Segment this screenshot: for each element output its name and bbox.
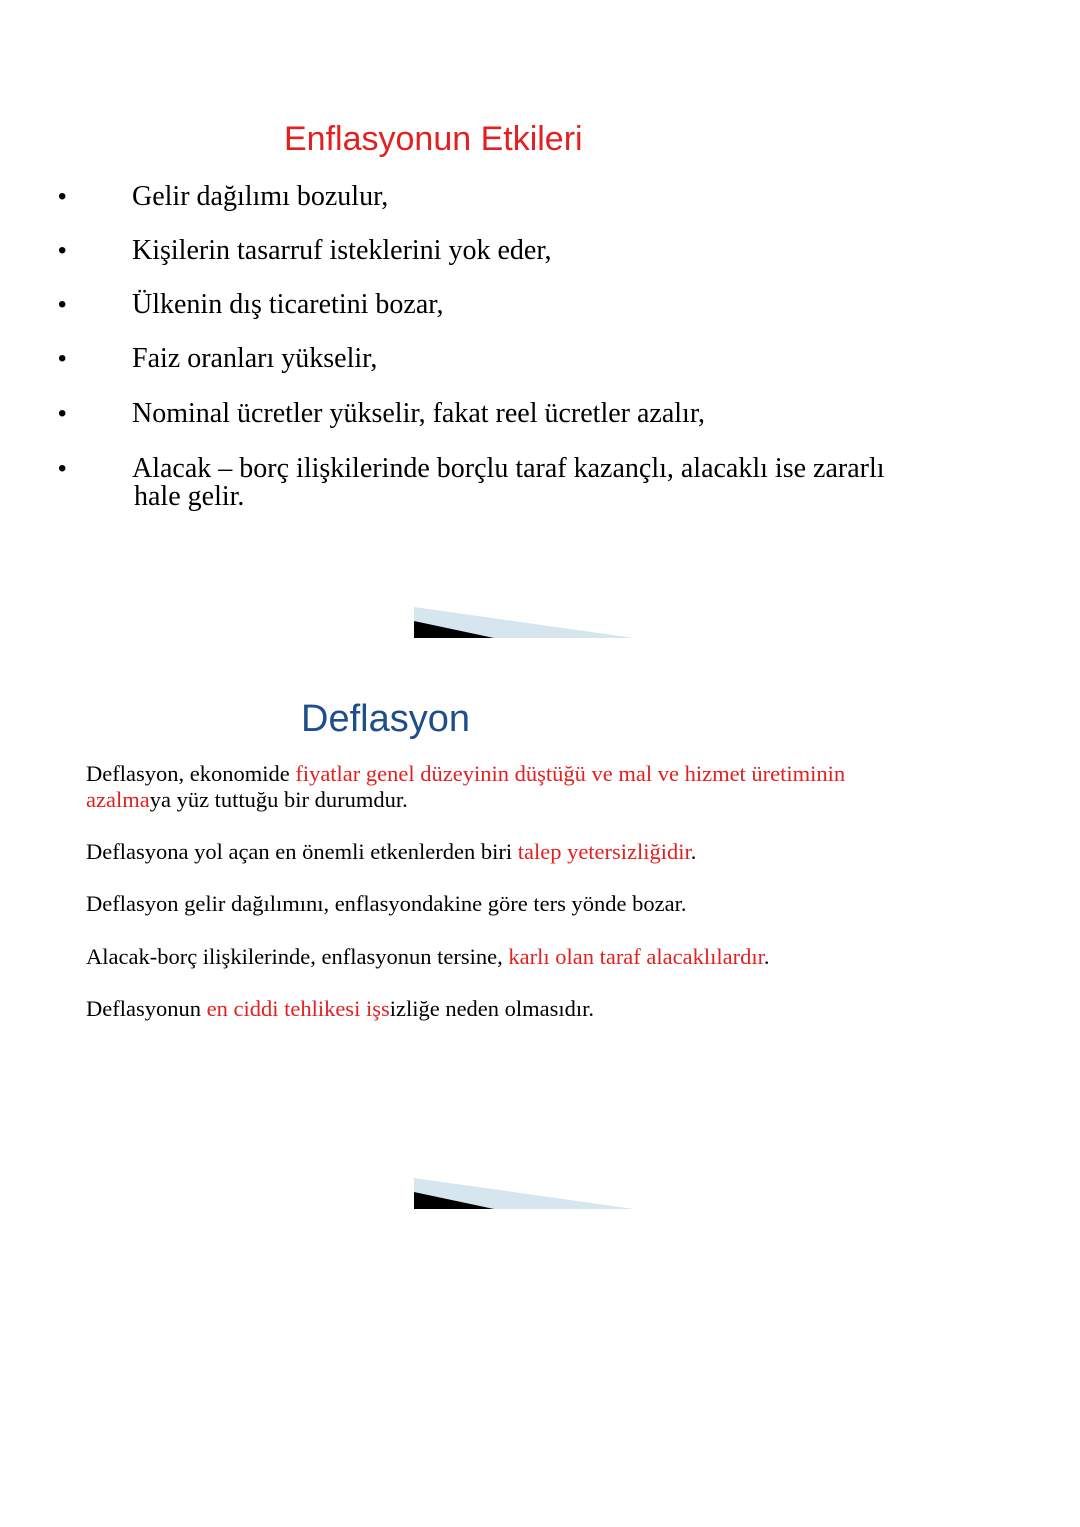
bullet-icon: • bbox=[58, 291, 67, 318]
highlighted-text: azalma bbox=[86, 787, 150, 812]
highlighted-text: karlı olan taraf alacaklılardır bbox=[508, 944, 764, 969]
list-item-text: Gelir dağılımı bozulur, bbox=[132, 181, 389, 212]
text: . bbox=[763, 944, 770, 969]
bullet-icon: • bbox=[58, 455, 67, 482]
text: izliğe neden olmasıdır. bbox=[389, 996, 595, 1021]
list-item-text-line1: Alacak – borç ilişkilerinde borçlu taraf kazançlı, alacaklı ise zararlı bbox=[132, 453, 885, 484]
paragraph-deflasyon-danger bbox=[86, 996, 986, 1022]
highlighted-text: fiyatlar genel düzeyinin düştüğü ve mal ve hizmet üretiminin bbox=[295, 761, 846, 786]
text: Deflasyonun bbox=[86, 996, 207, 1021]
text: . bbox=[690, 839, 697, 864]
list-item-text: Kişilerin tasarruf isteklerini yok eder, bbox=[132, 235, 552, 266]
bullet-icon: • bbox=[58, 400, 67, 427]
list-item-text: Ülkenin dış ticaretini bozar, bbox=[132, 289, 444, 320]
section-title-deflasyon: Deflasyon bbox=[301, 698, 470, 740]
slide-divider bbox=[414, 607, 634, 639]
list-item-text: Nominal ücretler yükselir, fakat reel ücretler azalır, bbox=[132, 398, 706, 429]
section-title-enflasyon-etkileri: Enflasyonun Etkileri bbox=[284, 120, 583, 158]
list-item-text bbox=[132, 455, 952, 511]
slide-divider bbox=[414, 1178, 634, 1210]
paragraph-deflasyon-debt bbox=[86, 944, 986, 970]
paragraph-deflasyon-definition bbox=[86, 761, 986, 813]
bullet-icon: • bbox=[58, 345, 67, 372]
text: Alacak-borç ilişkilerinde, enflasyonun tersine, bbox=[86, 944, 509, 969]
list-item-text-line2: hale gelir. bbox=[134, 481, 245, 512]
bullet-icon: • bbox=[58, 237, 67, 264]
highlighted-text: en ciddi tehlikesi işs bbox=[206, 996, 390, 1021]
text: Deflasyon, ekonomide bbox=[86, 761, 296, 786]
highlighted-text: talep yetersizliğidir bbox=[517, 839, 691, 864]
bullet-icon: • bbox=[58, 183, 67, 210]
text: ya yüz tuttuğu bir durumdur. bbox=[149, 787, 408, 812]
paragraph-deflasyon-income: Deflasyon gelir dağılımını, enflasyondakine göre ters yönde bozar. bbox=[86, 891, 687, 916]
list-item-text: Faiz oranları yükselir, bbox=[132, 343, 378, 374]
paragraph-deflasyon-cause bbox=[86, 839, 986, 865]
text: Deflasyona yol açan en önemli etkenlerden biri bbox=[86, 839, 518, 864]
